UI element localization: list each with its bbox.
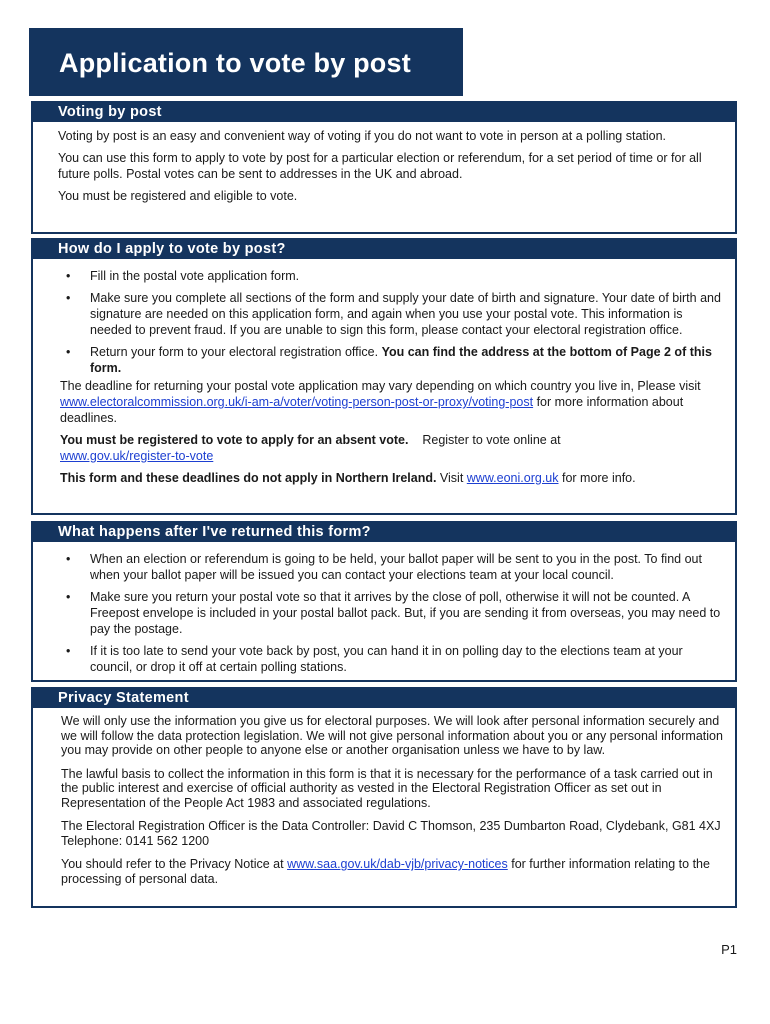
deadline-paragraph: The deadline for returning your postal vote application may vary depending on which country you live in, Please visit www.electoralcommission.org.uk/i-am-a/voter/voting-person-post-or-proxy/voting-post for more information about deadlines. (60, 379, 701, 425)
list-item: • Return your form to your electoral registration office. You can find the address at the bottom of Page 2 of this form. (66, 345, 712, 375)
section-after-return (31, 521, 737, 682)
paragraph: The lawful basis to collect the information in this form is that it is necessary for the performance of a task carried out in the public interest and exercise of official authority as vested in the Electoral Registration Officer as set out in Representation of the People Act 1983 and associated regulations. (61, 766, 713, 810)
bullet-icon: • (66, 644, 71, 658)
paragraph: We will only use the information you give us for electoral purposes. We will look after personal information securely and we will follow the data protection legislation. We will not give personal information about you or any personal information you may provide on other people to anyone else or another organisation unless we have to by law. (61, 714, 723, 757)
section-heading: How do I apply to vote by post? (33, 240, 735, 259)
bullet-icon: • (66, 345, 71, 359)
section-privacy-statement (31, 687, 737, 908)
paragraph: You can use this form to apply to vote by post for a particular election or referendum, for a set period of time or for all future polls. Postal votes can be sent to addresses in the UK and abroad. (58, 151, 702, 181)
eoni-link[interactable]: www.eoni.org.uk (466, 471, 559, 485)
paragraph: Voting by post is an easy and convenient way of voting if you do not want to vote in person at a polling station. (58, 129, 667, 143)
section-how-to-apply (31, 238, 737, 515)
bullet-icon: • (66, 590, 71, 604)
privacy-notice-paragraph: You should refer to the Privacy Notice at www.saa.gov.uk/dab-vjb/privacy-notices for further information relating to the processing of personal data. (61, 857, 710, 886)
list-item: • Fill in the postal vote application form. (66, 269, 300, 283)
list-item: • If it is too late to send your vote back by post, you can hand it in on polling day to the elections team at your council, or drop it off at certain polling stations. (66, 644, 683, 674)
title-banner (29, 28, 463, 96)
section-heading: What happens after I've returned this form? (33, 523, 735, 542)
section-heading: Voting by post (33, 103, 735, 122)
list-item: • When an election or referendum is going to be held, your ballot paper will be sent to you in the post. To find out when your ballot paper will be issued you can contact your elections team at your local council. (66, 552, 702, 582)
paragraph: The Electoral Registration Officer is the Data Controller: David C Thomson, 235 Dumbarton Road, Clydebank, G81 4XJ Telephone: 0141 562 1200 (61, 819, 721, 848)
bullet-icon: • (66, 552, 71, 566)
paragraph: You must be registered and eligible to vote. (58, 189, 298, 203)
register-paragraph: You must be registered to vote to apply for an absent vote. Register to vote online at www.gov.uk/register-to-vote (60, 433, 561, 463)
page-number: P1 (721, 942, 737, 957)
bullet-icon: • (66, 291, 71, 305)
bullet-icon: • (66, 269, 71, 283)
list-item: • Make sure you return your postal vote so that it arrives by the close of poll, otherwise it will not be counted. A Freepost envelope is included in your postal ballot pack. But, if you are sending it from overseas, you may need to pay the postage. (66, 590, 721, 636)
list-item: • Make sure you complete all sections of the form and supply your date of birth and signature. Your date of birth and signature are needed on this application form, and again when you use your postal vote. This information is needed to prevent fraud. If you are unable to sign this form, please contact your electoral registration office. (66, 291, 721, 337)
page-title: Application to vote by post (59, 48, 411, 78)
section-voting-by-post (31, 101, 737, 234)
privacy-notice-link[interactable]: www.saa.gov.uk/dab-vjb/privacy-notices (287, 857, 508, 871)
section-heading: Privacy Statement (33, 689, 735, 708)
northern-ireland-paragraph: This form and these deadlines do not apply in Northern Ireland. Visit www.eoni.org.uk for more info. (60, 471, 636, 485)
electoral-commission-link[interactable]: www.electoralcommission.org.uk/i-am-a/voter/voting-person-post-or-proxy/voting-post (60, 395, 534, 409)
register-to-vote-link[interactable]: www.gov.uk/register-to-vote (60, 449, 214, 463)
